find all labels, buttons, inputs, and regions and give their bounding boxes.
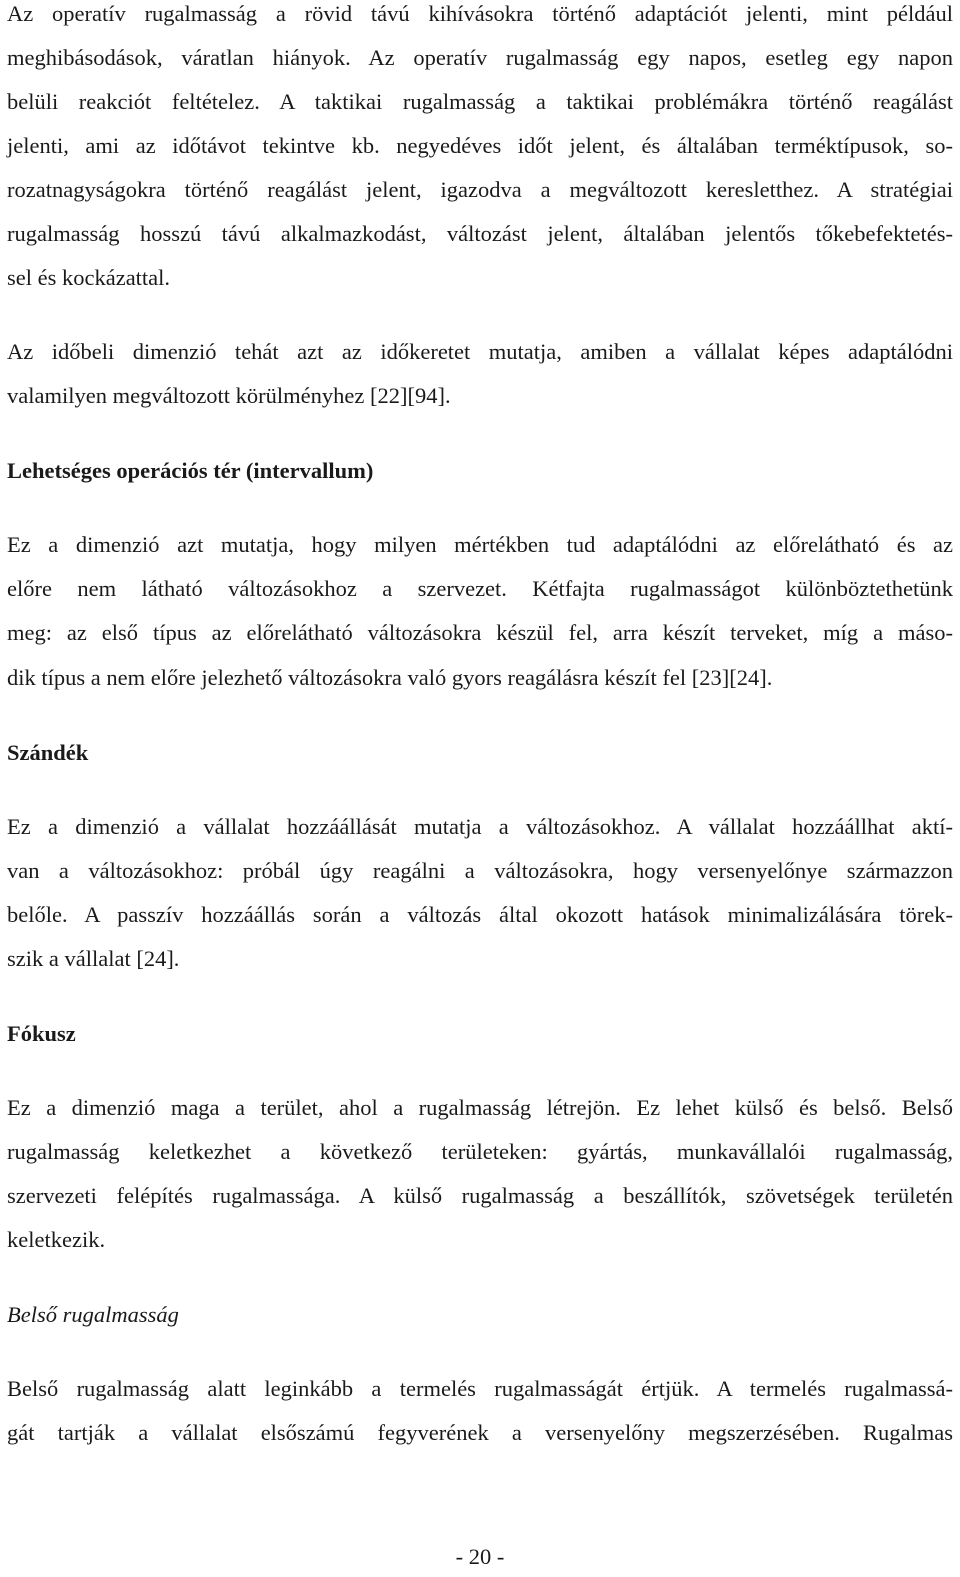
text-line: van a változásokhoz: próbál úgy reagálni a változásokra, hogy versenyelőnye származzon [7, 858, 953, 883]
text-line: valamilyen megváltozott körülményhez [22][94]. [7, 383, 451, 408]
text-line: rozatnagyságokra történő reagálást jelent, igazodva a megváltozott keresletthez. A stratégiai [7, 177, 953, 202]
text-line: dik típus a nem előre jelezhető változásokra való gyors reagálásra készít fel [23][24]. [7, 665, 773, 690]
text-line: meghibásodások, váratlan hiányok. Az operatív rugalmasság egy napos, esetleg egy napon [7, 45, 953, 70]
text-line: sel és kockázattal. [7, 265, 171, 290]
text-line: Az operatív rugalmasság a rövid távú kihívásokra történő adaptációt jelenti, mint például [7, 1, 953, 26]
page-number: - 20 - [455, 1544, 505, 1569]
text-line: gát tartják a vállalat elsőszámú fegyverének a versenyelőny megszerzésében. Rugalmas [7, 1420, 953, 1445]
text-line: jelenti, ami az időtávot tekintve kb. negyedéves időt jelent, és általában terméktípusok, so- [7, 133, 953, 158]
section-heading: Lehetséges operációs tér (intervallum) [7, 458, 374, 483]
text-line: meg: az első típus az előrelátható változásokra készül fel, arra készít terveket, míg a máso- [7, 620, 953, 645]
section-heading: Fókusz [7, 1021, 76, 1046]
text-line: belüli reakciót feltételez. A taktikai rugalmasság a taktikai problémákra történő reagálást [7, 89, 953, 114]
text-line: Belső rugalmasság alatt leginkább a termelés rugalmasságát értjük. A termelés rugalmassá- [7, 1376, 953, 1401]
text-line: Ez a dimenzió a vállalat hozzáállását mutatja a változásokhoz. A vállalat hozzáállhat aktí- [7, 814, 953, 839]
text-line: rugalmasság keletkezhet a következő területeken: gyártás, munkavállalói rugalmasság, [7, 1139, 953, 1164]
text-line: szervezeti felépítés rugalmassága. A külső rugalmasság a beszállítók, szövetségek területén [7, 1183, 953, 1208]
text-line: Ez a dimenzió azt mutatja, hogy milyen mértékben tud adaptálódni az előrelátható és az [7, 532, 953, 557]
text-line: keletkezik. [7, 1227, 106, 1252]
text-line: előre nem látható változásokhoz a szervezet. Kétfajta rugalmasságot különböztethetünk [7, 576, 953, 601]
text-line: Az időbeli dimenzió tehát azt az időkeretet mutatja, amiben a vállalat képes adaptálódni [7, 339, 953, 364]
text-line: szik a vállalat [24]. [7, 946, 180, 971]
section-heading: Szándék [7, 740, 89, 765]
subsection-heading: Belső rugalmasság [7, 1302, 179, 1327]
text-line: rugalmasság hosszú távú alkalmazkodást, változást jelent, általában jelentős tőkebefektetés- [7, 221, 953, 246]
text-line: belőle. A passzív hozzáállás során a változás által okozott hatások minimalizálására törek- [7, 902, 953, 927]
text-line: Ez a dimenzió maga a terület, ahol a rugalmasság létrejön. Ez lehet külső és belső. Belső [7, 1095, 953, 1120]
